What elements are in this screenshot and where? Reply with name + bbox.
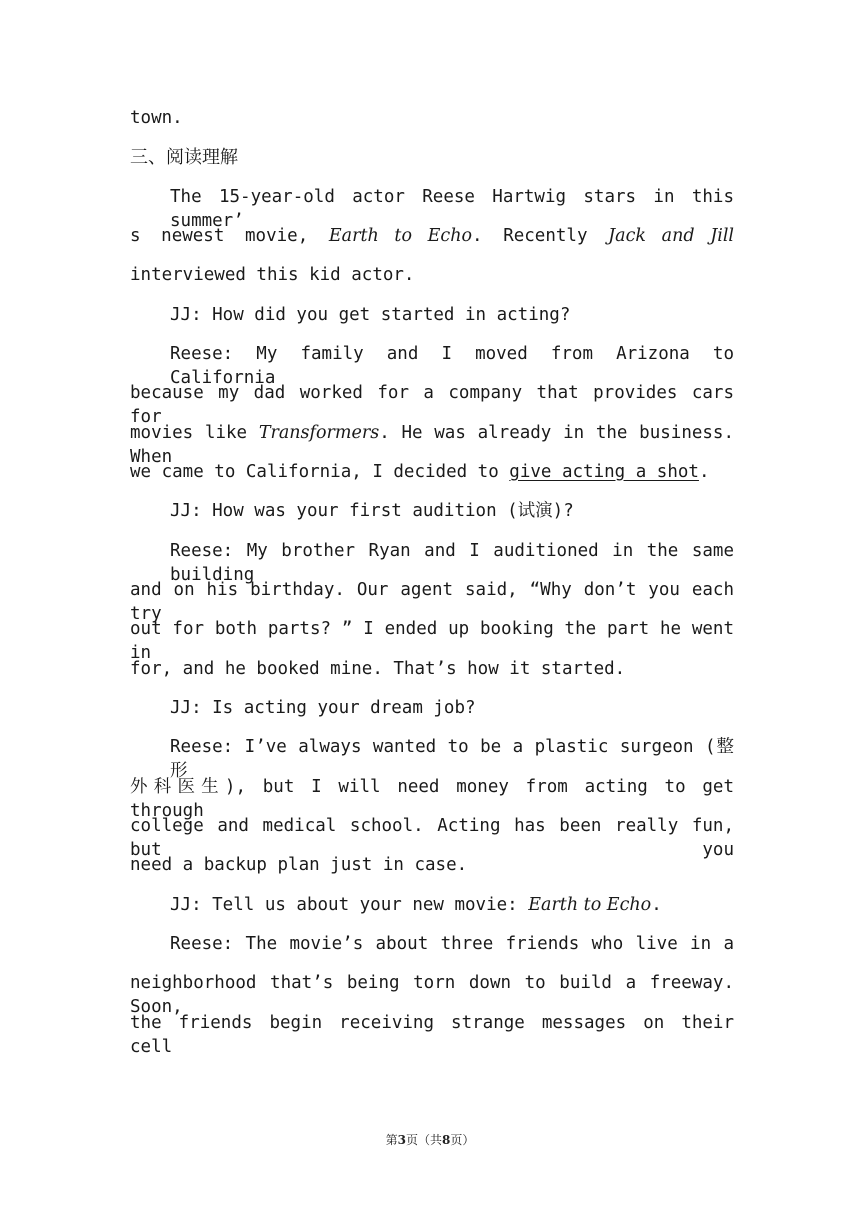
text-span: 外科医生), but I will need money from acting to get through — [130, 777, 734, 821]
text-span: need a backup plan just in case. — [130, 855, 468, 875]
text-span: s newest movie, — [130, 226, 329, 246]
movie-title: Earth to Echo — [528, 895, 652, 915]
text-line — [130, 224, 734, 248]
footer-text: 页） — [450, 1133, 475, 1147]
text-span: . — [698, 462, 710, 482]
text-span: for, and he booked mine. That’s how it started. — [130, 659, 626, 679]
text-span: . He was already in the business. When — [130, 423, 735, 467]
text-span: town. — [130, 108, 183, 128]
text-span: JJ: Is acting your dream job? — [170, 698, 476, 718]
text-span: because my dad worked for a company that provides cars for — [130, 383, 734, 427]
text-span: college and medical school. Acting has been really fun, but you — [130, 816, 734, 860]
page-footer — [0, 1131, 860, 1148]
text-span: interviewed this kid actor. — [130, 265, 415, 285]
footer-text: 第 — [385, 1133, 398, 1147]
page-number: 3 — [397, 1133, 406, 1147]
text-line — [130, 106, 734, 130]
text-span: JJ: Tell us about your new movie: — [170, 895, 529, 915]
text-line — [130, 853, 734, 877]
magazine-title: Jack and Jill — [608, 226, 735, 246]
text-span: movies like — [130, 423, 259, 443]
text-line — [170, 932, 734, 956]
text-span: and on his birthday. Our agent said, “Why don’t you each try — [130, 580, 734, 624]
underlined-phrase: give acting a shot — [509, 462, 699, 482]
text-line — [130, 1011, 734, 1059]
text-span: Reese: I’ve always wanted to be a plastic surgeon (整形 — [170, 737, 734, 781]
text-span: Reese: My brother Ryan and I auditioned in the same building — [170, 541, 734, 585]
text-line — [170, 499, 734, 523]
movie-title: Transformers — [258, 423, 380, 443]
text-line — [170, 696, 734, 720]
text-span: we came to California, I decided to — [130, 462, 510, 482]
text-span: The 15-year-old actor Reese Hartwig stars in this summer’ — [170, 187, 734, 231]
text-line — [130, 460, 734, 484]
footer-text: 页（共 — [405, 1133, 442, 1147]
text-span: JJ: How did you get started in acting? — [170, 305, 571, 325]
text-line — [130, 263, 734, 287]
movie-title: Earth to Echo — [328, 226, 473, 246]
text-span: . — [651, 895, 662, 915]
text-span: Reese: My family and I moved from Arizona to California — [170, 344, 734, 388]
text-span: . Recently — [472, 226, 609, 246]
text-line — [170, 303, 734, 327]
text-line — [130, 657, 734, 681]
total-pages: 8 — [442, 1133, 451, 1147]
section-heading: 三、阅读理解 — [130, 147, 238, 168]
text-span: out for both parts? ” I ended up booking the part he went in — [130, 619, 734, 663]
text-span: JJ: How was your first audition (试演)? — [170, 501, 574, 521]
text-span: the friends begin receiving strange messages on their cell — [130, 1013, 734, 1057]
text-line — [170, 893, 734, 917]
text-span: neighborhood that’s being torn down to build a freeway. Soon, — [130, 973, 734, 1017]
text-span: Reese: The movie’s about three friends who live in a — [170, 934, 734, 954]
